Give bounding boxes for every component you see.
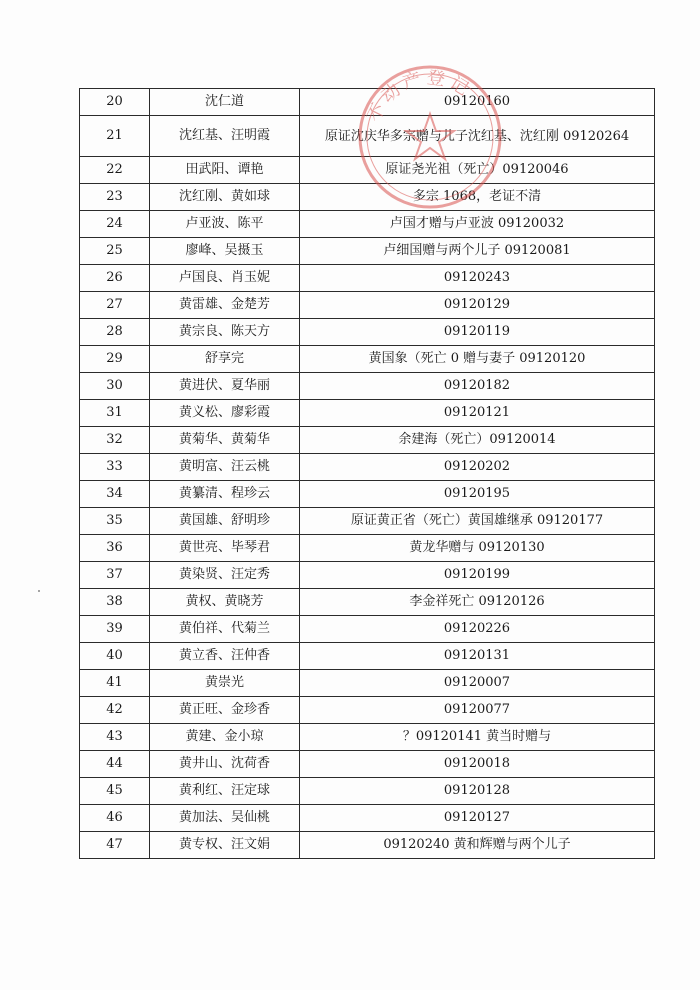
row-number-cell: 47 <box>80 832 150 859</box>
owner-names-cell: 黄伯祥、代菊兰 <box>150 616 300 643</box>
table-row <box>80 292 655 319</box>
owner-names-cell: 田武阳、谭艳 <box>150 157 300 184</box>
row-number-cell: 24 <box>80 211 150 238</box>
table-row <box>80 616 655 643</box>
owner-names-cell: 舒享完 <box>150 346 300 373</box>
certificate-note-cell: ？09120141 黄当时赠与 <box>300 724 655 751</box>
table-row <box>80 724 655 751</box>
owner-names-cell: 黄利红、汪定球 <box>150 778 300 805</box>
owner-names-cell: 黄立香、汪仲香 <box>150 643 300 670</box>
certificate-note-cell: 余建海（死亡）09120014 <box>300 427 655 454</box>
owner-names-cell: 黄权、黄晓芳 <box>150 589 300 616</box>
certificate-note-cell: 09120129 <box>300 292 655 319</box>
table-row <box>80 346 655 373</box>
certificate-note-cell: 李金祥死亡 09120126 <box>300 589 655 616</box>
row-number-cell: 30 <box>80 373 150 400</box>
table-row <box>80 805 655 832</box>
row-number-cell: 26 <box>80 265 150 292</box>
row-number-cell: 41 <box>80 670 150 697</box>
certificate-note-cell: 09120202 <box>300 454 655 481</box>
certificate-note-cell: 多宗 1068，老证不清 <box>300 184 655 211</box>
table-row <box>80 454 655 481</box>
owner-names-cell: 黄井山、沈荷香 <box>150 751 300 778</box>
certificate-note-cell: 09120226 <box>300 616 655 643</box>
certificate-note-cell: 09120243 <box>300 265 655 292</box>
row-number-cell: 33 <box>80 454 150 481</box>
row-number-cell: 27 <box>80 292 150 319</box>
table-row <box>80 184 655 211</box>
owner-names-cell: 黄雷雄、金楚芳 <box>150 292 300 319</box>
certificate-note-cell: 09120131 <box>300 643 655 670</box>
owner-names-cell: 黄专权、汪文娟 <box>150 832 300 859</box>
certificate-note-cell: 黄国象（死亡 0 赠与妻子 09120120 <box>300 346 655 373</box>
table-row <box>80 751 655 778</box>
certificate-note-cell: 09120018 <box>300 751 655 778</box>
owner-names-cell: 卢国良、肖玉妮 <box>150 265 300 292</box>
owner-names-cell: 沈仁道 <box>150 89 300 116</box>
row-number-cell: 45 <box>80 778 150 805</box>
table-row <box>80 211 655 238</box>
scan-speck <box>38 590 40 592</box>
owner-names-cell: 黄宗良、陈天方 <box>150 319 300 346</box>
owner-names-cell: 黄世亮、毕琴君 <box>150 535 300 562</box>
owner-names-cell: 黄菊华、黄菊华 <box>150 427 300 454</box>
owner-names-cell: 黄国雄、舒明珍 <box>150 508 300 535</box>
certificate-note-cell: 卢细国赠与两个儿子 09120081 <box>300 238 655 265</box>
owner-names-cell: 廖峰、吴摄玉 <box>150 238 300 265</box>
row-number-cell: 43 <box>80 724 150 751</box>
table-row <box>80 319 655 346</box>
row-number-cell: 40 <box>80 643 150 670</box>
certificate-note-cell: 卢国才赠与卢亚波 09120032 <box>300 211 655 238</box>
certificate-note-cell: 09120199 <box>300 562 655 589</box>
table-row <box>80 535 655 562</box>
row-number-cell: 29 <box>80 346 150 373</box>
certificate-note-cell: 原证黄正省（死亡）黄国雄继承 09120177 <box>300 508 655 535</box>
certificate-note-cell: 09120119 <box>300 319 655 346</box>
row-number-cell: 25 <box>80 238 150 265</box>
table-row <box>80 373 655 400</box>
table-row <box>80 427 655 454</box>
certificate-note-cell: 09120128 <box>300 778 655 805</box>
table-row <box>80 157 655 184</box>
certificate-note-cell: 09120127 <box>300 805 655 832</box>
owner-names-cell: 黄加法、吴仙桃 <box>150 805 300 832</box>
table-row <box>80 778 655 805</box>
row-number-cell: 39 <box>80 616 150 643</box>
table-row <box>80 116 655 157</box>
row-number-cell: 46 <box>80 805 150 832</box>
certificate-note-cell: 09120240 黄和辉赠与两个儿子 <box>300 832 655 859</box>
row-number-cell: 36 <box>80 535 150 562</box>
table-row <box>80 508 655 535</box>
table-row <box>80 670 655 697</box>
owner-names-cell: 黄义松、廖彩霞 <box>150 400 300 427</box>
certificate-note-cell: 原证尧光祖（死亡）09120046 <box>300 157 655 184</box>
owner-names-cell: 沈红基、汪明霞 <box>150 116 300 157</box>
registry-table-body <box>80 89 655 859</box>
row-number-cell: 37 <box>80 562 150 589</box>
owner-names-cell: 卢亚波、陈平 <box>150 211 300 238</box>
table-row <box>80 697 655 724</box>
table-row <box>80 265 655 292</box>
certificate-note-cell: 黄龙华赠与 09120130 <box>300 535 655 562</box>
row-number-cell: 44 <box>80 751 150 778</box>
owner-names-cell: 黄进伏、夏华丽 <box>150 373 300 400</box>
certificate-note-cell: 09120182 <box>300 373 655 400</box>
owner-names-cell: 黄染贤、汪定秀 <box>150 562 300 589</box>
row-number-cell: 20 <box>80 89 150 116</box>
table-row <box>80 89 655 116</box>
certificate-note-cell: 原证沈庆华多宗赠与儿子沈红基、沈红刚 09120264 <box>300 116 655 157</box>
owner-names-cell: 黄正旺、金珍香 <box>150 697 300 724</box>
certificate-note-cell: 09120077 <box>300 697 655 724</box>
registry-table <box>79 88 655 859</box>
table-row <box>80 589 655 616</box>
row-number-cell: 32 <box>80 427 150 454</box>
row-number-cell: 23 <box>80 184 150 211</box>
certificate-note-cell: 09120195 <box>300 481 655 508</box>
row-number-cell: 21 <box>80 116 150 157</box>
certificate-note-cell: 09120121 <box>300 400 655 427</box>
table-row <box>80 400 655 427</box>
table-row <box>80 238 655 265</box>
table-row <box>80 481 655 508</box>
row-number-cell: 28 <box>80 319 150 346</box>
table-row <box>80 643 655 670</box>
row-number-cell: 35 <box>80 508 150 535</box>
owner-names-cell: 黄建、金小琼 <box>150 724 300 751</box>
row-number-cell: 31 <box>80 400 150 427</box>
owner-names-cell: 沈红刚、黄如球 <box>150 184 300 211</box>
certificate-note-cell: 09120007 <box>300 670 655 697</box>
table-row <box>80 832 655 859</box>
table-row <box>80 562 655 589</box>
certificate-note-cell: 09120160 <box>300 89 655 116</box>
row-number-cell: 42 <box>80 697 150 724</box>
owner-names-cell: 黄明富、汪云桃 <box>150 454 300 481</box>
owner-names-cell: 黄纂清、程珍云 <box>150 481 300 508</box>
seal-text: 不动产登记 <box>363 67 476 126</box>
row-number-cell: 38 <box>80 589 150 616</box>
row-number-cell: 22 <box>80 157 150 184</box>
owner-names-cell: 黄崇光 <box>150 670 300 697</box>
row-number-cell: 34 <box>80 481 150 508</box>
